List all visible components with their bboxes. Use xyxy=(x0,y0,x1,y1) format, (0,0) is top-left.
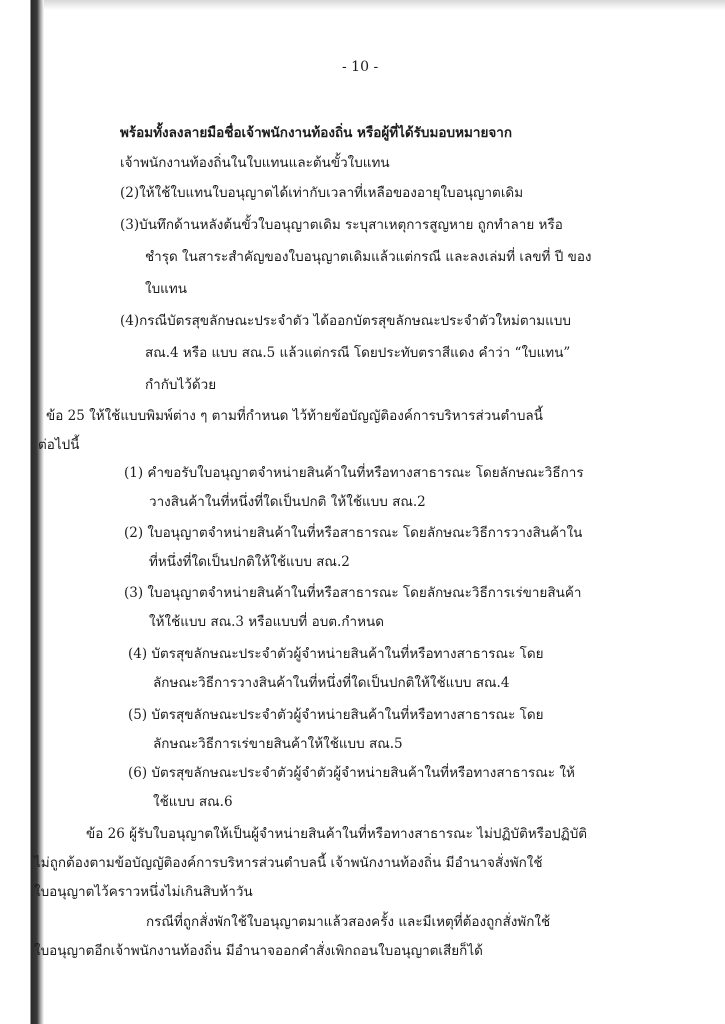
scan-top-shadow xyxy=(0,0,725,10)
text-line: ใบแทน xyxy=(145,281,187,297)
text-line: ชำรุด ในสาระสำคัญของใบอนุญาตเดิมแล้วแต่กรณี และลงเล่มที่ เลขที่ ปี ของ xyxy=(145,249,592,265)
text-line: กรณีที่ถูกสั่งพักใช้ใบอนุญาตมาแล้วสองครั้ง และมีเหตุที่ต้องถูกสั่งพักใช้ xyxy=(146,914,551,930)
text-line: ไม่ถูกต้องตามข้อบัญญัติองค์การบริหารส่วนตำบลนี้ เจ้าพนักงานท้องถิ่น มีอำนาจสั่งพักใช้ xyxy=(34,855,543,871)
page-number: - 10 - xyxy=(342,59,379,75)
text-line: ใบอนุญาตไว้คราวหนึ่งไม่เกินสิบห้าวัน xyxy=(34,884,253,900)
text-line: ต่อไปนี้ xyxy=(38,437,80,453)
text-line: ลักษณะวิธีการวางสินค้าในที่หนึ่งที่ใดเป็นปกติให้ใช้แบบ สณ.4 xyxy=(153,675,510,691)
list-item: (3) ใบอนุญาตจำหน่ายสินค้าในที่หรือสาธารณะ โดยลักษณะวิธีการเร่ขายสินค้า xyxy=(124,585,582,601)
text-line: (4)กรณีบัตรสุขลักษณะประจำตัว ได้ออกบัตรสุขลักษณะประจำตัวใหม่ตามแบบ xyxy=(120,313,571,329)
text-line: ให้ใช้แบบ สณ.3 หรือแบบที่ อบต.กำหนด xyxy=(149,614,384,630)
text-line: (3)บันทึกด้านหลังต้นขั้วใบอนุญาตเดิม ระบุสาเหตุการสูญหาย ถูกทำลาย หรือ xyxy=(120,217,563,233)
text-line: ลักษณะวิธีการเร่ขายสินค้าให้ใช้แบบ สณ.5 xyxy=(153,736,403,752)
clause-heading: ข้อ 26 ผู้รับใบอนุญาตให้เป็นผู้จำหน่ายสินค้าในที่หรือทางสาธารณะ ไม่ปฏิบัติหรือปฏิบัติ xyxy=(86,826,588,842)
list-item: (5) บัตรสุขลักษณะประจำตัวผู้จำหน่ายสินค้าในที่หรือทางสาธารณะ โดย xyxy=(128,707,544,723)
text-line: วางสินค้าในที่หนึ่งที่ใดเป็นปกติ ให้ใช้แบบ สณ.2 xyxy=(149,494,426,510)
text-line: เจ้าพนักงานท้องถิ่นในใบแทนและต้นขั้วใบแทน xyxy=(120,155,390,171)
list-item: (6) บัตรสุขลักษณะประจำตัวผู้จำตัวผู้จำหน่ายสินค้าในที่หรือทางสาธารณะ ให้ xyxy=(128,765,575,781)
text-line: กำกับไว้ด้วย xyxy=(145,377,217,393)
list-item: (4) บัตรสุขลักษณะประจำตัวผู้จำหน่ายสินค้าในที่หรือทางสาธารณะ โดย xyxy=(128,646,544,662)
text-line: ที่หนึ่งที่ใดเป็นปกติให้ใช้แบบ สณ.2 xyxy=(149,554,350,570)
text-line: สณ.4 หรือ แบบ สณ.5 แล้วแต่กรณี โดยประทับตราสีแดง คำว่า “ใบแทน” xyxy=(145,345,571,361)
text-line: ใช้แบบ สณ.6 xyxy=(153,794,233,810)
text-line: ใบอนุญาตอีกเจ้าพนักงานท้องถิ่น มีอำนาจออกคำสั่งเพิกถอนใบอนุญาตเสียก็ได้ xyxy=(34,943,483,959)
clause-heading: ข้อ 25 ให้ใช้แบบพิมพ์ต่าง ๆ ตามที่กำหนด ไว้ท้ายข้อบัญญัติองค์การบริหารส่วนตำบลนี้ xyxy=(46,408,543,424)
list-item: (1) คำขอรับใบอนุญาตจำหน่ายสินค้าในที่หรือทางสาธารณะ โดยลักษณะวิธีการ xyxy=(124,465,584,481)
list-item: (2) ใบอนุญาตจำหน่ายสินค้าในที่หรือสาธารณะ โดยลักษณะวิธีการวางสินค้าใน xyxy=(124,525,583,541)
text-line: (2)ให้ใช้ใบแทนใบอนุญาตได้เท่ากับเวลาที่เหลือของอายุใบอนุญาตเดิม xyxy=(120,185,524,201)
text-line: พร้อมทั้งลงลายมือชื่อเจ้าพนักงานท้องถิ่น หรือผู้ที่ได้รับมอบหมายจาก xyxy=(120,125,513,141)
